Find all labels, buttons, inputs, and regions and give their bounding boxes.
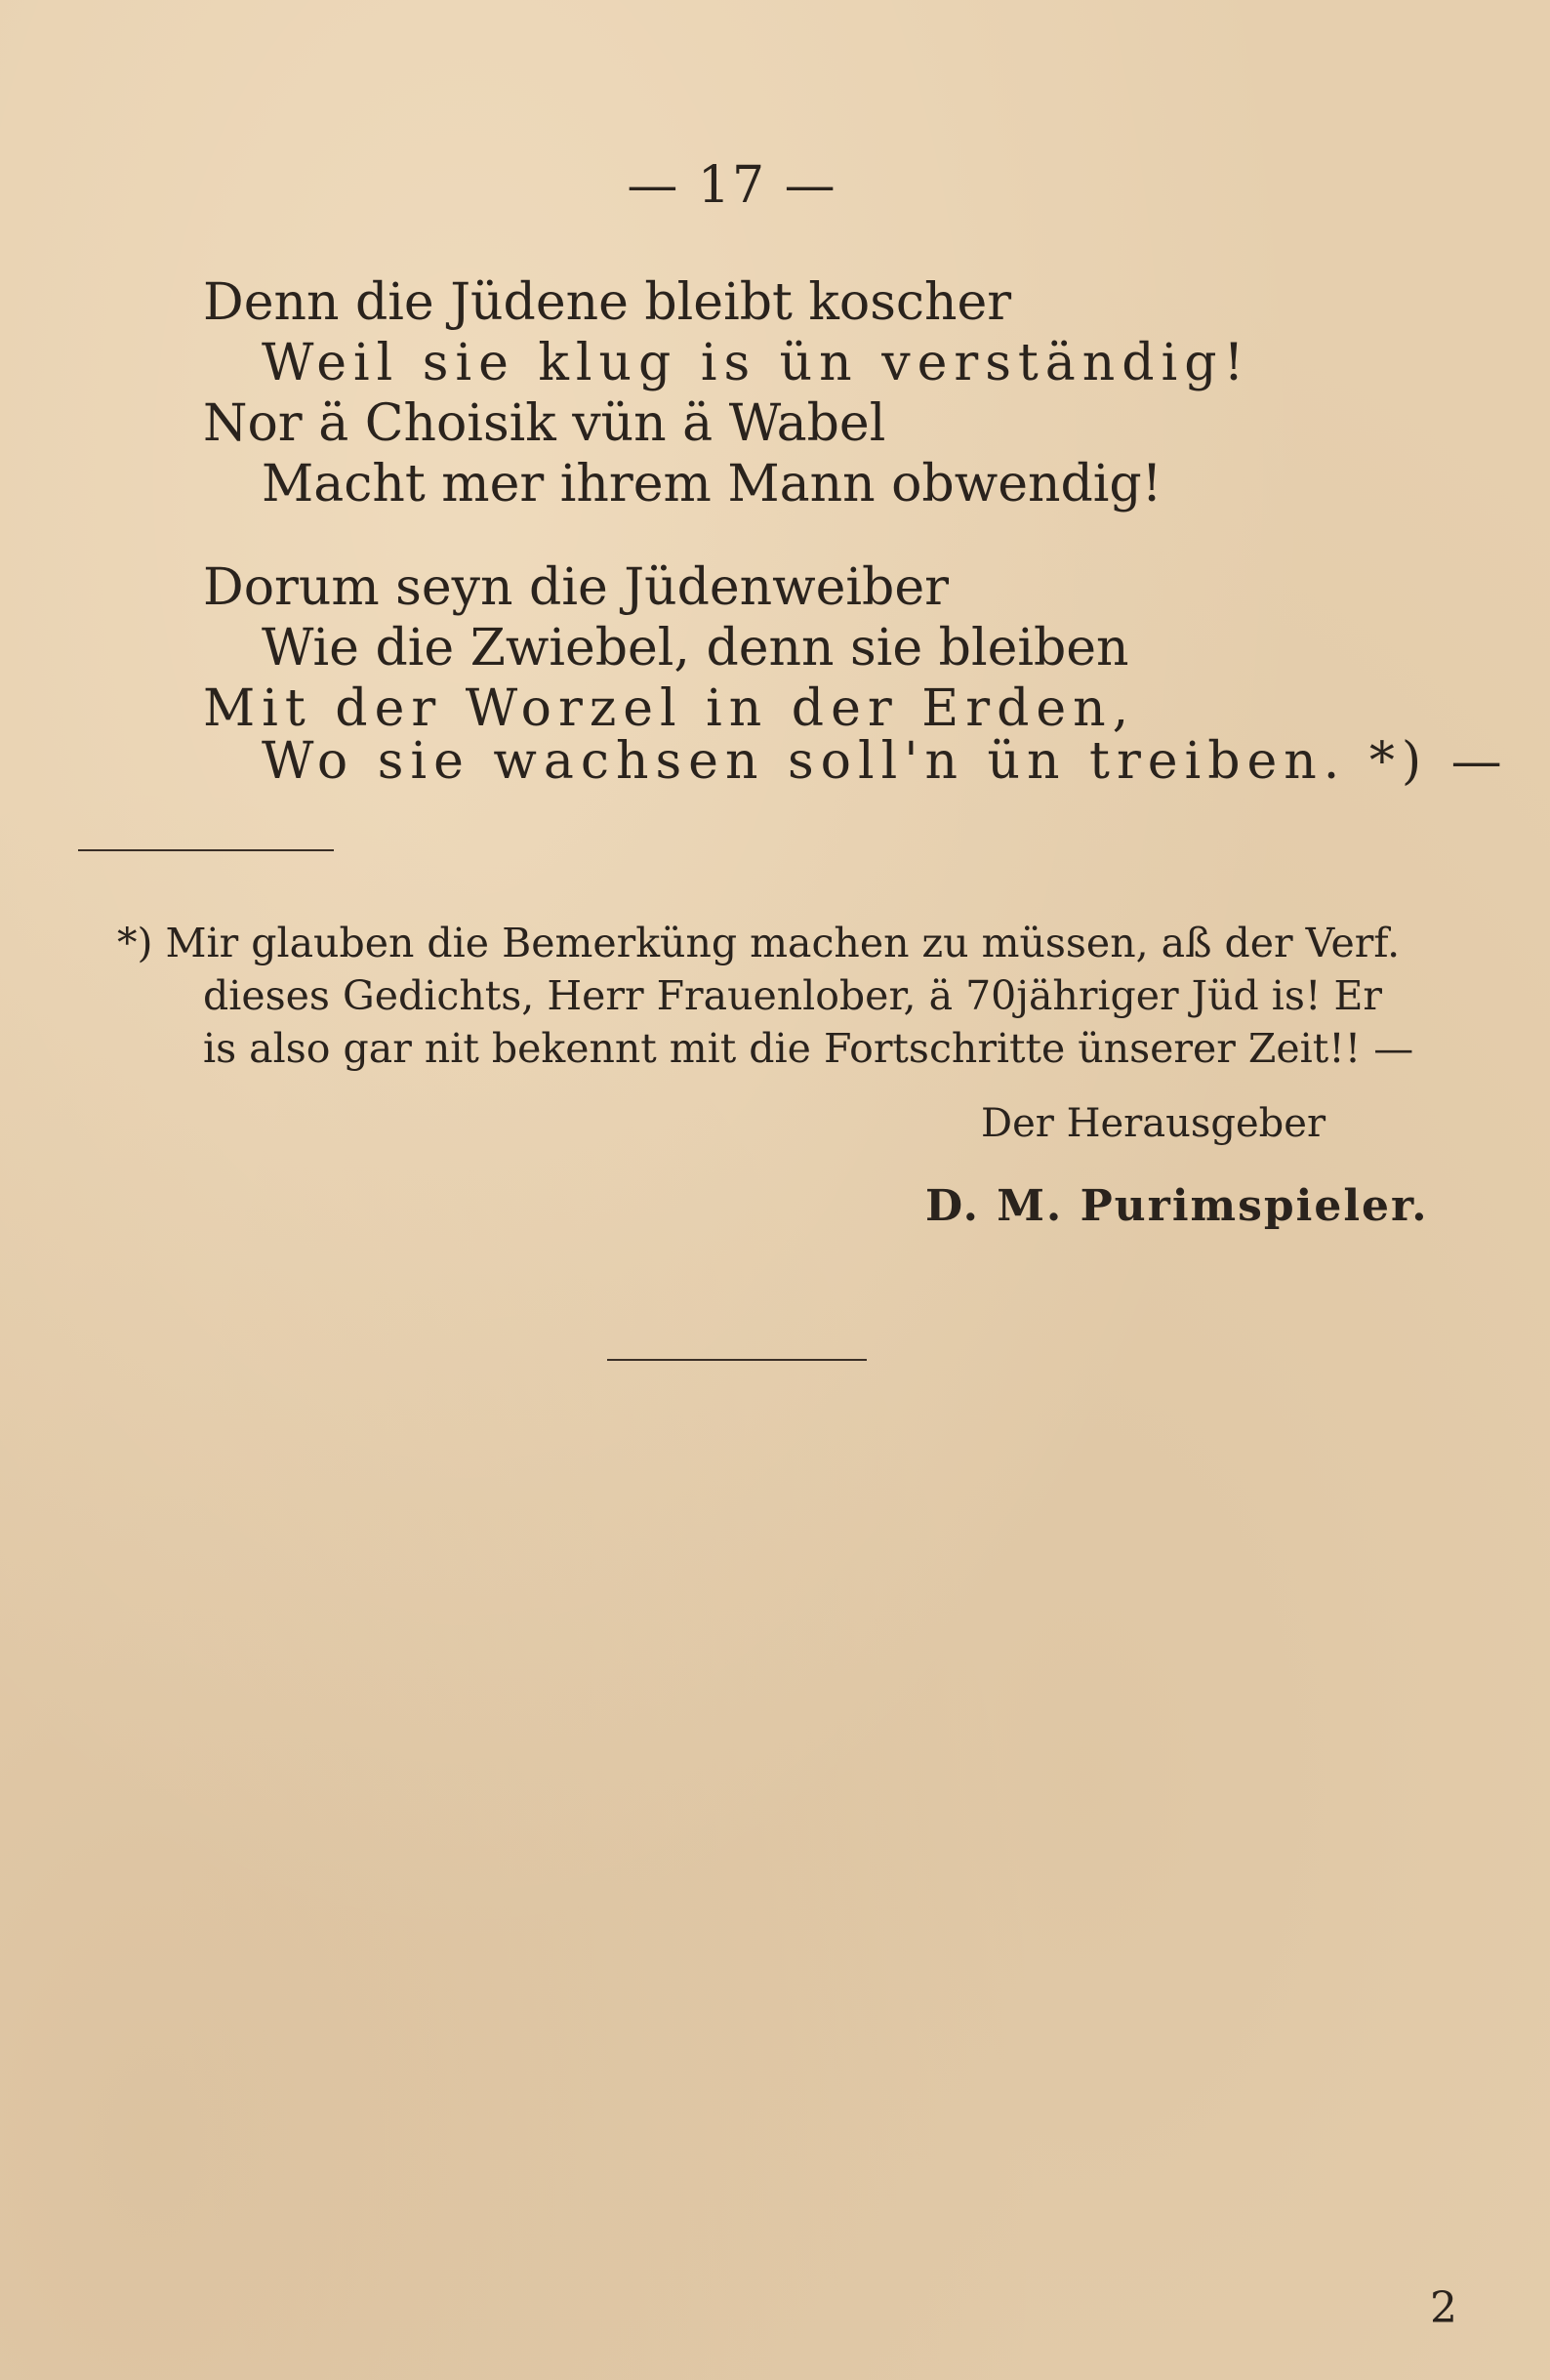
poem-line: Weil sie klug is ün verständig!: [262, 334, 1251, 392]
poem-line: Dorum seyn die Jüdenweiber: [203, 558, 949, 617]
poem-line: Wo sie wachsen soll'n ün treiben. *) —: [262, 732, 1509, 791]
signature-name: D. M. Purimspieler.: [925, 1181, 1429, 1231]
end-rule: [607, 1359, 867, 1361]
page-number: — 17 —: [627, 156, 837, 215]
poem-line: Mit der Worzel in der Erden,: [203, 679, 1136, 738]
footnote-line: dieses Gedichts, Herr Frauenlober, ä 70jähriger Jüd is! Er: [203, 972, 1382, 1019]
footnote-separator-rule: [78, 849, 334, 851]
poem-line: Wie die Zwiebel, denn sie bleiben: [262, 619, 1129, 677]
poem-line: Denn die Jüdene bleibt koscher: [203, 273, 1012, 332]
poem-line: Macht mer ihrem Mann obwendig!: [262, 455, 1162, 513]
signature-title: Der Herausgeber: [981, 1101, 1326, 1146]
footnote-line: is also gar nit bekennt mit die Fortschritte ünserer Zeit!! —: [203, 1025, 1414, 1072]
footnote-line: *) Mir glauben die Bemerküng machen zu müssen, aß der Verf.: [117, 920, 1401, 966]
printer-signature-mark: 2: [1430, 2283, 1457, 2333]
poem-line: Nor ä Choisik vün ä Wabel: [203, 394, 886, 453]
